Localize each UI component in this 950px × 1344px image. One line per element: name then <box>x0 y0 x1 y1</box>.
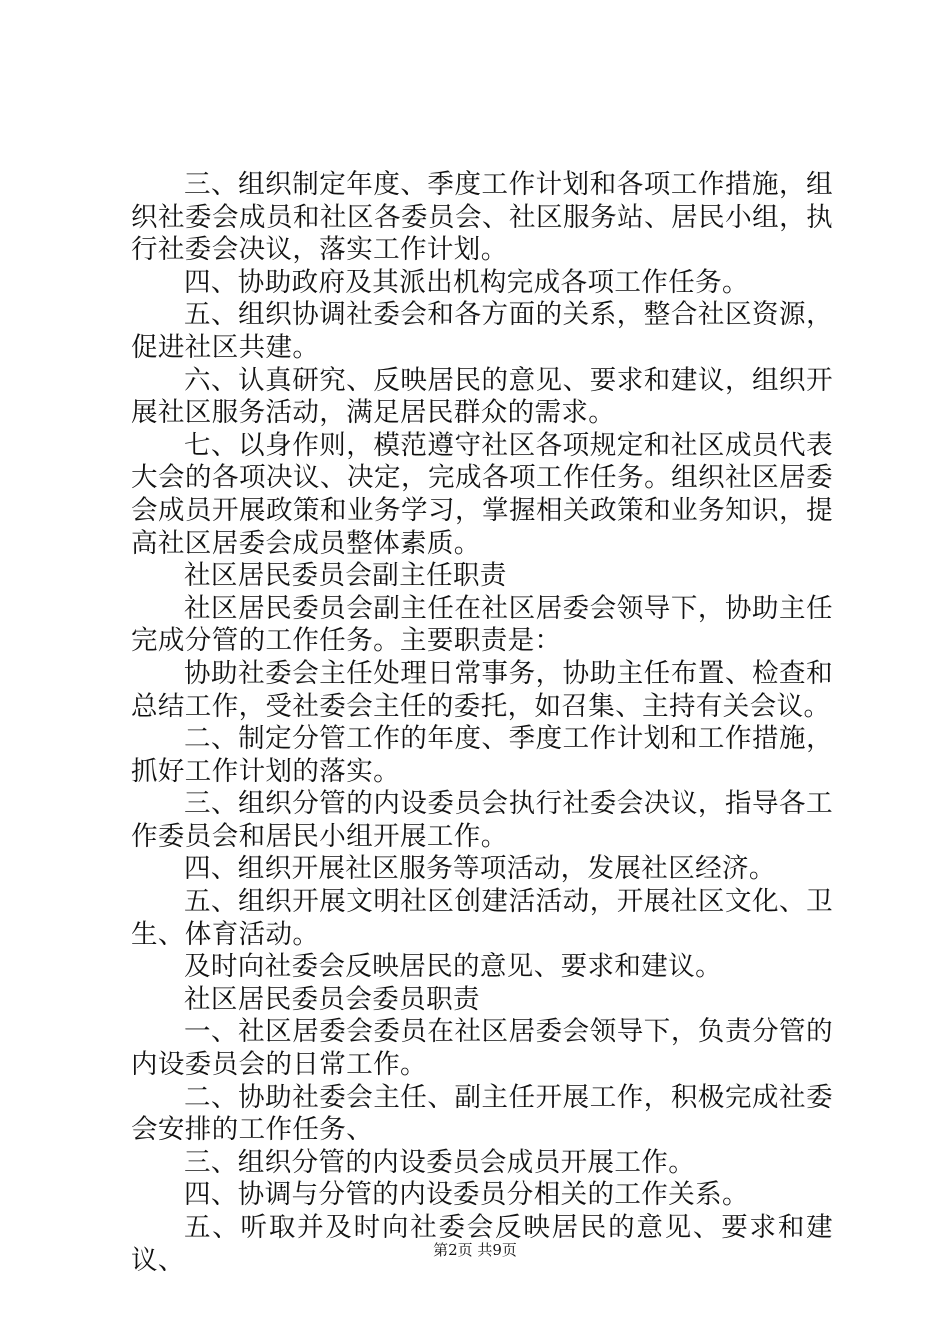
paragraph: 三、组织分管的内设委员会执行社委会决议，指导各工作委员会和居民小组开展工作。 <box>131 788 833 852</box>
paragraph: 三、组织分管的内设委员会成员开展工作。 <box>184 1146 696 1178</box>
section-heading: 社区居民委员会副主任职责 <box>184 560 507 592</box>
paragraph: 二、制定分管工作的年度、季度工作计划和工作措施，抓好工作计划的落实。 <box>131 723 833 787</box>
paragraph: 六、认真研究、反映居民的意见、要求和建议，组织开展社区服务活动，满足居民群众的需求。 <box>131 364 833 429</box>
paragraph: 五、组织协调社委会和各方面的关系，整合社区资源，促进社区共建。 <box>131 299 833 363</box>
paragraph: 五、组织开展文明社区创建活活动，开展社区文化、卫生、体育活动。 <box>131 886 833 950</box>
page-number-footer: 第2页 共9页 <box>433 1241 517 1259</box>
paragraph: 社区居民委员会副主任在社区居委会领导下，协助主任完成分管的工作任务。主要职责是： <box>131 592 833 657</box>
paragraph: 三、组织制定年度、季度工作计划和各项工作措施，组织社委会成员和社区各委员会、社区服务站、居民小组，执行社委会决议，落实工作计划。 <box>131 169 833 266</box>
paragraph: 四、协调与分管的内设委员分相关的工作关系。 <box>184 1179 749 1211</box>
paragraph: 七、以身作则，模范遵守社区各项规定和社区成员代表大会的各项决议、决定，完成各项工作任务。组织社区居委会成员开展政策和业务学习，掌握相关政策和业务知识，提高社区居委会成员整体素质。 <box>131 429 833 559</box>
paragraph: 四、协助政府及其派出机构完成各项工作任务。 <box>184 266 749 298</box>
paragraph: 协助社委会主任处理日常事务，协助主任布置、检查和总结工作，受社委会主任的委托，如召集、主持有关会议。 <box>131 657 833 722</box>
paragraph: 五、听取并及时向社委会反映居民的意见、要求和建议、 <box>131 1212 833 1276</box>
paragraph: 四、组织开展社区服务等项活动，发展社区经济。 <box>184 853 776 885</box>
paragraph: 一、社区居委会委员在社区居委会领导下，负责分管的内设委员会的日常工作。 <box>131 1016 833 1081</box>
section-heading: 社区居民委员会委员职责 <box>184 983 480 1015</box>
paragraph: 二、协助社委会主任、副主任开展工作，积极完成社委会安排的工作任务、 <box>131 1081 833 1146</box>
document-body <box>131 169 833 1277</box>
paragraph: 及时向社委会反映居民的意见、要求和建议。 <box>184 951 722 983</box>
